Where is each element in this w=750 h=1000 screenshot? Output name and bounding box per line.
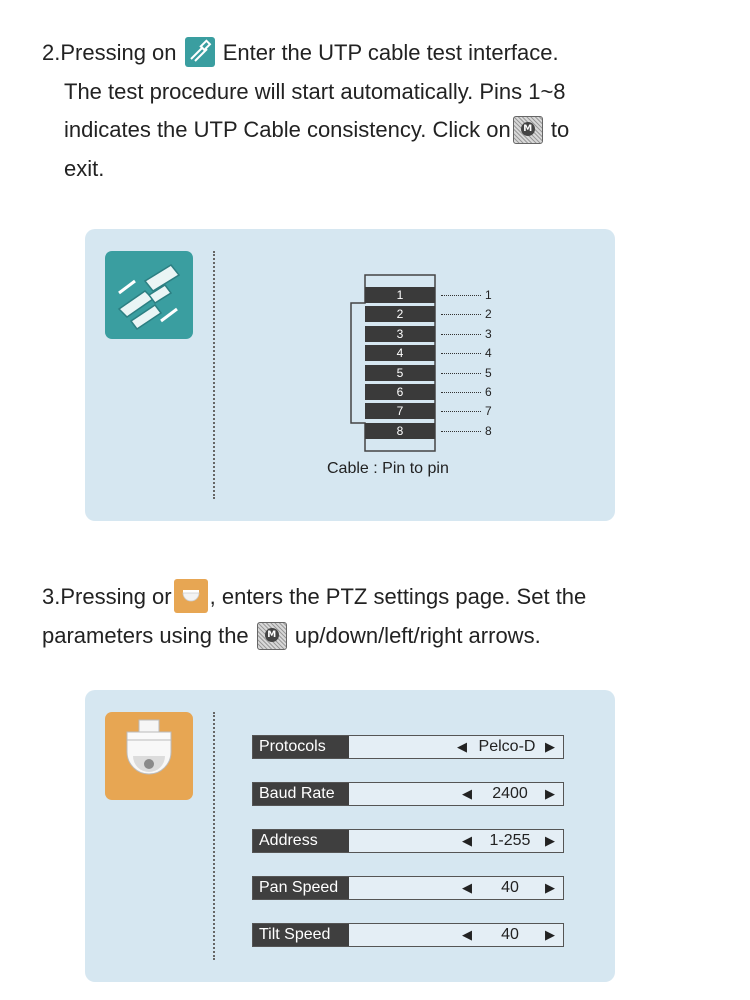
pin-output-number: 1 — [485, 288, 492, 302]
setting-value-field[interactable] — [349, 830, 563, 852]
setting-row[interactable] — [252, 782, 564, 806]
step3-line-2: parameters using the M up/down/left/right arrows. — [42, 622, 541, 648]
pin-output-number: 4 — [485, 346, 492, 361]
ptz-settings-panel — [85, 690, 615, 982]
utp-test-panel — [85, 229, 615, 521]
arrow-left-icon[interactable]: ◀ — [462, 927, 472, 942]
arrow-right-icon[interactable]: ▶ — [545, 739, 555, 754]
setting-row[interactable] — [252, 829, 564, 853]
pin-leader-line — [441, 295, 481, 296]
pin-number: 2 — [365, 306, 435, 322]
cable-test-icon — [105, 251, 193, 339]
step2-paragraph — [42, 34, 569, 188]
setting-value-field[interactable] — [349, 783, 563, 805]
setting-row[interactable] — [252, 923, 564, 947]
pin-number: 1 — [365, 287, 435, 303]
setting-value: 2400 — [492, 785, 528, 802]
step3-line-1: 3.Pressing or , enters the PTZ settings page. Set the — [42, 578, 586, 617]
step2-line-4: exit. — [64, 155, 105, 181]
pin-leader-line — [441, 373, 481, 374]
setting-value-field[interactable] — [349, 736, 563, 758]
pin-number: 4 — [365, 345, 435, 361]
pin-output-number: 8 — [485, 423, 492, 438]
arrow-left-icon[interactable]: ◀ — [462, 786, 472, 801]
panel-divider — [213, 712, 215, 960]
setting-value: 40 — [501, 879, 519, 896]
setting-row[interactable] — [252, 735, 564, 759]
arrow-left-icon[interactable]: ◀ — [462, 833, 472, 848]
arrow-right-icon[interactable]: ▶ — [545, 786, 555, 801]
pin-number: 6 — [365, 384, 435, 400]
setting-label: Baud Rate — [253, 783, 349, 805]
pin-number: 3 — [365, 326, 435, 342]
pin-leader-line — [441, 431, 481, 432]
setting-label: Tilt Speed — [253, 924, 349, 946]
m-button-icon: M — [257, 622, 287, 650]
arrow-left-icon[interactable]: ◀ — [462, 880, 472, 895]
step2-line-3: indicates the UTP Cable consistency. Click on M to — [64, 117, 570, 142]
setting-label: Protocols — [253, 736, 349, 758]
step2-line-2: The test procedure will start automatically. Pins 1~8 — [64, 78, 566, 104]
panel-divider — [213, 251, 215, 499]
setting-value-field[interactable] — [349, 877, 563, 899]
pin-output-number: 5 — [485, 365, 492, 380]
ptz-dome-icon — [105, 712, 193, 800]
cable-test-icon — [185, 37, 215, 67]
pin-number: 7 — [365, 403, 435, 419]
pin-leader-line — [441, 334, 481, 335]
diagram-caption: Cable : Pin to pin — [327, 460, 449, 477]
arrow-right-icon[interactable]: ▶ — [545, 927, 555, 942]
arrow-left-icon[interactable]: ◀ — [457, 739, 467, 754]
setting-value: 1-255 — [489, 832, 531, 849]
pin-number: 5 — [365, 365, 435, 381]
setting-value: Pelco-D — [478, 738, 536, 755]
pin-output-number: 7 — [485, 404, 492, 419]
arrow-right-icon[interactable]: ▶ — [545, 880, 555, 895]
arrow-right-icon[interactable]: ▶ — [545, 833, 555, 848]
setting-value-field[interactable] — [349, 924, 563, 946]
pin-leader-line — [441, 353, 481, 354]
step3-paragraph — [42, 578, 586, 655]
setting-row[interactable] — [252, 876, 564, 900]
setting-label: Address — [253, 830, 349, 852]
pin-leader-line — [441, 314, 481, 315]
pin-number: 8 — [365, 423, 435, 439]
ptz-dome-icon — [174, 579, 208, 613]
setting-value: 40 — [501, 926, 519, 943]
setting-label: Pan Speed — [253, 877, 349, 899]
pin-output-number: 2 — [485, 307, 492, 322]
step2-line-1: 2.Pressing on Enter the UTP cable test interface. — [42, 34, 569, 73]
m-button-icon: M — [513, 116, 543, 144]
pin-output-number: 6 — [485, 385, 492, 399]
pin-output-number: 3 — [485, 326, 492, 341]
pin-leader-line — [441, 392, 481, 393]
pin-leader-line — [441, 411, 481, 412]
